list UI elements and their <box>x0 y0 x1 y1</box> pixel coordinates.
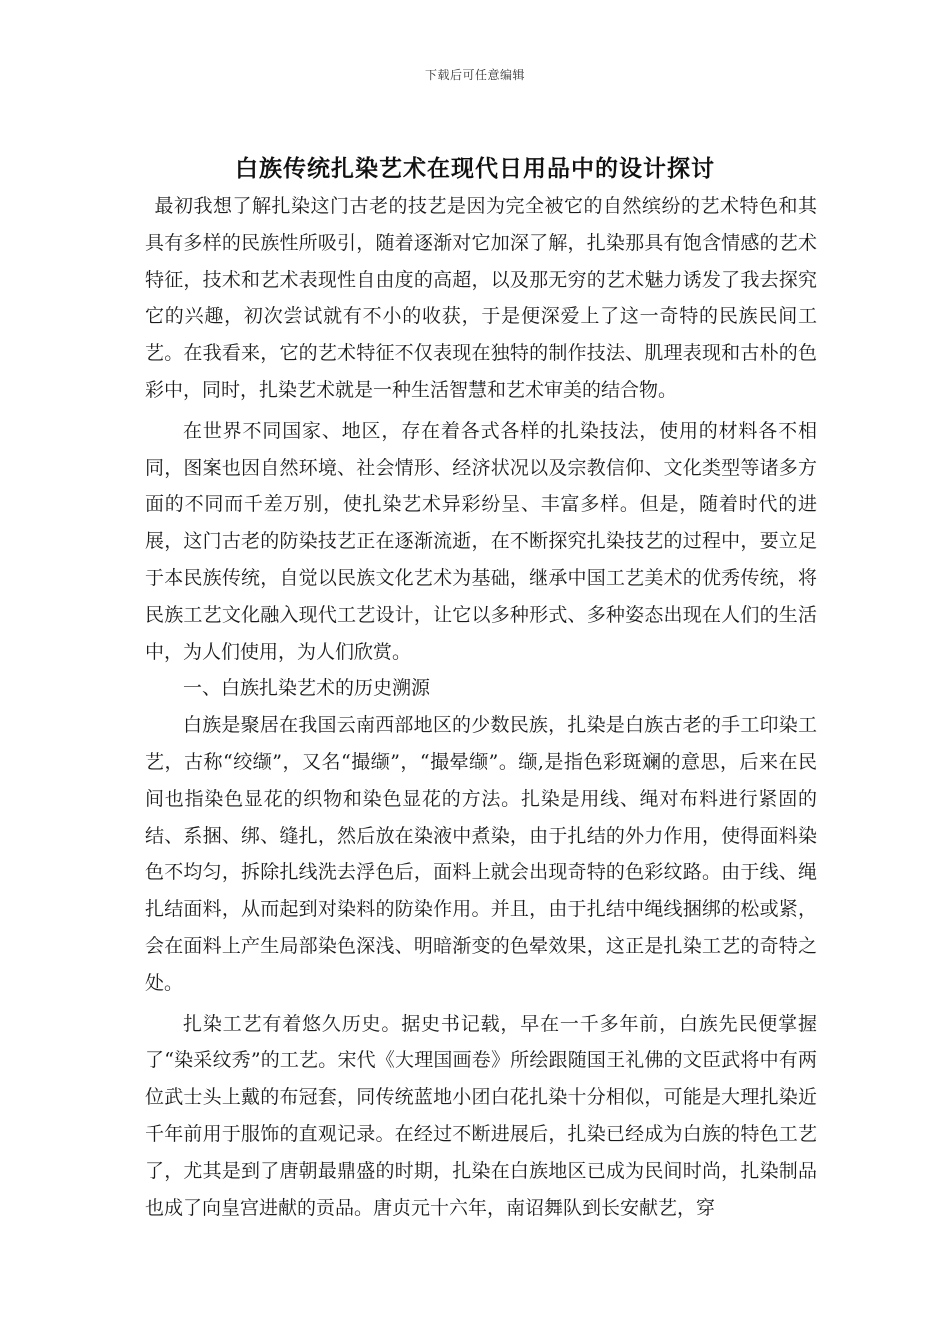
header-note: 下载后可任意编辑 <box>424 68 525 82</box>
paragraph-world-techniques: 在世界不同国家、地区，存在着各式各样的扎染技法，使用的材料各不相同，图案也因自然环境、社会情形、经济状况以及宗教信仰、文化类型等诸多方面的不同而千差万别，使扎染艺术异彩纷呈、丰富多样。但是，随着时代的进展，这门古老的防染技艺正在逐渐流逝，在不断探究扎染技艺的过程中，要立足于本民族传统，自觉以民族文化艺术为基础，继承中国工艺美术的优秀传统，将民族工艺文化融入现代工艺设计，让它以多种形式、多种姿态出现在人们的生活中，为人们使用，为人们欣赏。 <box>145 419 817 663</box>
document-title: 白族传统扎染艺术在现代日用品中的设计探讨 <box>235 155 715 182</box>
document-body <box>145 188 817 1226</box>
paragraph-intro: 最初我想了解扎染这门古老的技艺是因为完全被它的自然缤纷的艺术特色和其具有多样的民族性所吸引，随着逐渐对它加深了解，扎染那具有饱含情感的艺术特征，技术和艺术表现性自由度的高超，以及那无穷的艺术魅力诱发了我去探究它的兴趣，初次尝试就有不小的收获，于是便深爱上了这一奇特的民族民间工艺。在我看来，它的艺术特征不仅表现在独特的制作技法、肌理表现和古朴的色彩中，同时，扎染艺术就是一种生活智慧和艺术审美的结合物。 <box>145 195 817 401</box>
paragraph-history: 扎染工艺有着悠久历史。据史书记载，早在一千多年前，白族先民便掌握了“染采纹秀”的工艺。宋代《大理国画卷》所绘跟随国王礼佛的文臣武将中有两位武士头上戴的布冠套，同传统蓝地小团白花扎染十分相似，可能是大理扎染近千年前用于服饰的直观记录。在经过不断进展后，扎染已经成为白族的特色工艺了，尤其是到了唐朝最鼎盛的时期，扎染在白族地区已成为民间时尚，扎染制品也成了向皇宫进献的贡品。唐贞元十六年，南诏舞队到长安献艺，穿 <box>145 1012 817 1219</box>
paragraph-bai-people: 白族是聚居在我国云南西部地区的少数民族，扎染是白族古老的手工印染工艺，古称“绞缬”，又名“撮缬”，“撮晕缬”。缬,是指色彩斑斓的意思，后来在民间也指染色显花的织物和染色显花的方法。扎染是用线、绳对布料进行紧固的结、系捆、绑、缝扎，然后放在染液中煮染，由于扎结的外力作用，使得面料染色不均匀，拆除扎线洗去浮色后，面料上就会出现奇特的色彩纹路。由于线、绳扎结面料，从而起到对染料的防染作用。并且，由于扎结中绳线捆绑的松或紧，会在面料上产生局部染色深浅、明暗渐变的色晕效果，这正是扎染工艺的奇特之处。 <box>145 714 817 994</box>
section-heading-history: 一、白族扎染艺术的历史溯源 <box>183 677 431 700</box>
